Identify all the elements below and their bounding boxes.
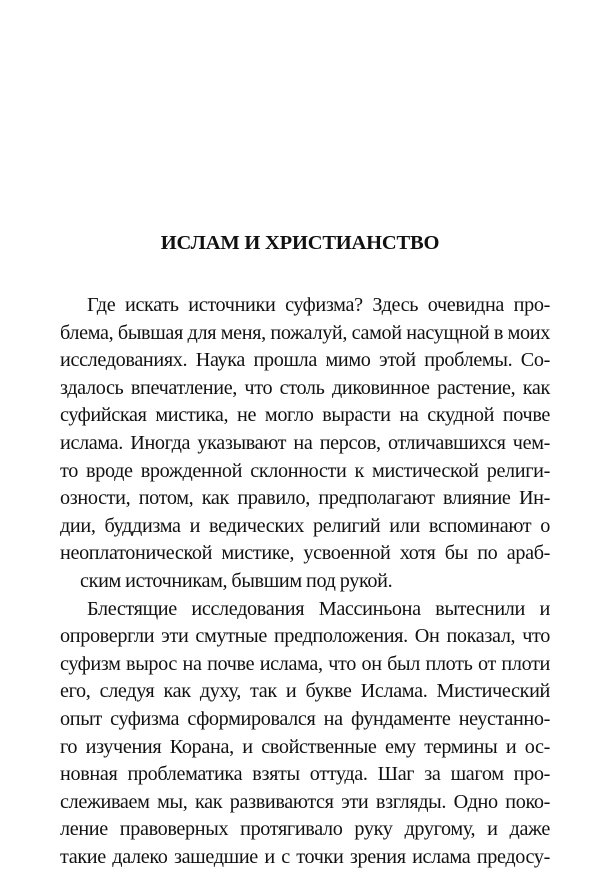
text-line: ление правоверных протягивало руку другому, и даже <box>60 818 550 841</box>
text-line: здалось впечатление, что столь диковинное растение, как <box>60 376 550 399</box>
body-text <box>60 292 550 871</box>
text-line: слеживаем мы, как развиваются эти взгляды. Одно поко- <box>60 790 550 813</box>
text-line: Где искать источники суфизма? Здесь очевидна про- <box>87 294 550 316</box>
text-line: то вроде врожденной склонности к мистической религи- <box>60 459 550 482</box>
text-line: новная проблематика взяты оттуда. Шаг за шагом про- <box>60 763 550 786</box>
text-line: ским источникам, бывшим под рукой. <box>80 569 393 592</box>
chapter-title: ИСЛАМ И ХРИСТИАНСТВО <box>160 232 440 254</box>
text-line: суфийская мистика, не могло вырасти на скудной почве <box>60 404 550 427</box>
text-line: блема, бывшая для меня, пожалуй, самой насущной в моих <box>60 321 550 344</box>
text-line: ислама. Иногда указывают на персов, отличавшихся чем- <box>60 431 550 454</box>
text-line: Блестящие исследования Массиньона вытеснили и <box>87 597 550 620</box>
text-line: такие далеко зашедшие и с точки зрения ислама предосу- <box>60 845 550 868</box>
text-line: его, следуя как духу, так и букве Ислама. Мистический <box>60 680 550 703</box>
text-line: опыт суфизма сформировался на фундаменте неустанно- <box>60 707 550 730</box>
paragraph-1 <box>60 292 550 596</box>
text-line: неоплатонической мистике, усвоенной хотя бы по араб- <box>60 542 550 565</box>
text-line: суфизм вырос на почве ислама, что он был плоть от плоти <box>60 652 550 675</box>
text-line: опровергли эти смутные предположения. Он показал, что <box>60 625 550 648</box>
text-line: го изучения Корана, и свойственные ему термины и ос- <box>60 735 550 758</box>
text-line: дии, буддизма и ведических религий или вспоминают о <box>60 514 550 537</box>
text-line: исследованиях. Наука прошла мимо этой проблемы. Со- <box>60 349 550 372</box>
text-line: озности, потом, как правило, предполагают влияние Ин- <box>60 487 550 510</box>
paragraph-2 <box>60 596 550 872</box>
